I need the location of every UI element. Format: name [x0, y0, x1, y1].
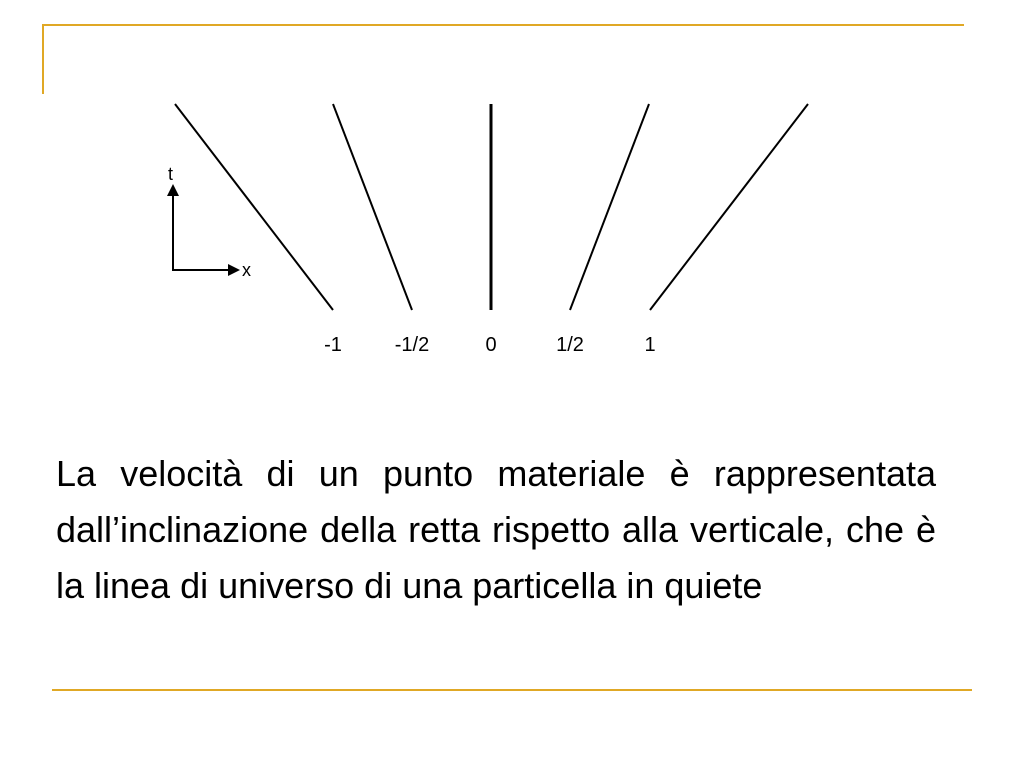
x-axis-label: x [242, 260, 251, 280]
worldline-0 [175, 104, 333, 310]
velocity-label-4: 1 [644, 334, 656, 356]
t-axis-label: t [168, 164, 174, 184]
worldline-1 [333, 104, 412, 310]
velocity-label-1: -1/2 [394, 334, 430, 356]
velocity-label-2: 0 [485, 334, 497, 356]
t-axis-arrow [167, 184, 179, 196]
caption-text: La velocità di un punto materiale è rappresentata dall’inclinazione della retta rispetto alla verticale, che è la linea di universo di una particella in quiete [56, 453, 936, 606]
axes [167, 164, 251, 280]
velocity-label-3: 1/2 [556, 334, 584, 356]
worldline-4 [650, 104, 808, 310]
velocity-label-0: -1 [324, 334, 342, 356]
worldline-3 [570, 104, 649, 310]
x-axis-arrow [228, 264, 240, 276]
worldlines [175, 104, 808, 356]
frame-bottom-rule [52, 689, 972, 691]
